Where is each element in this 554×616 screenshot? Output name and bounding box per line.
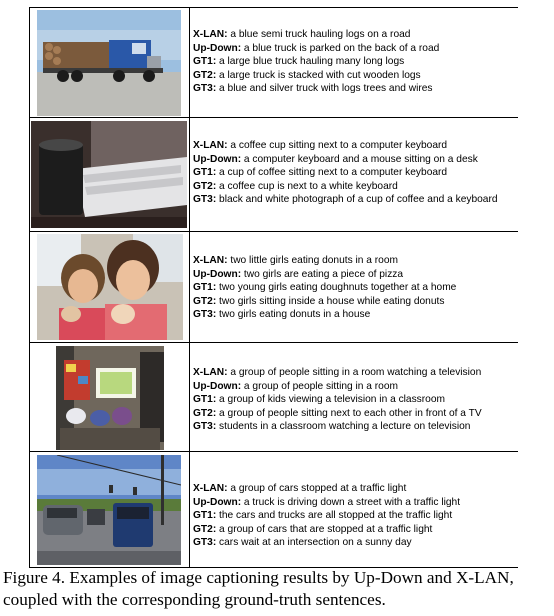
caption-line: X-LAN: a blue semi truck hauling logs on a road: [193, 29, 411, 40]
caption-line: Up-Down: a blue truck is parked on the back of a road: [193, 42, 440, 54]
coffee-cup-keyboard-photo: [31, 121, 187, 228]
example-row: [29, 232, 518, 342]
caption-line: X-LAN: a group of cars stopped at a traffic light: [193, 483, 407, 494]
caption-line: GT3: cars wait at an intersection on a sunny day: [193, 537, 412, 548]
caption-list: [193, 28, 515, 96]
caption-line: GT3: students in a classroom watching a lecture on television: [193, 421, 471, 432]
caption-line: GT3: black and white photograph of a cup of coffee and a keyboard: [193, 194, 498, 205]
caption-line: Up-Down: a group of people sitting in a room: [193, 380, 398, 392]
truck-hauling-logs-photo: [37, 10, 181, 116]
example-row: [29, 8, 518, 117]
caption-list: [193, 366, 515, 434]
caption-line: GT1: two young girls eating doughnuts together at a home: [193, 282, 457, 293]
caption-line: X-LAN: a group of people sitting in a room watching a television: [193, 367, 482, 378]
caption-line: GT1: a group of kids viewing a television in a classroom: [193, 394, 445, 405]
example-row: [29, 343, 518, 451]
cars-at-traffic-light-photo: [37, 455, 181, 565]
caption-line: GT2: a group of people sitting next to each other in front of a TV: [193, 407, 482, 419]
caption-list: [193, 254, 515, 322]
caption-line: X-LAN: two little girls eating donuts in a room: [193, 255, 398, 266]
caption-line: GT2: a coffee cup is next to a white keyboard: [193, 180, 398, 192]
caption-line: GT3: two girls eating donuts in a house: [193, 309, 371, 320]
girls-eating-donuts-photo: [37, 234, 183, 340]
example-row: [29, 118, 518, 231]
caption-line: GT1: a large blue truck hauling many long logs: [193, 56, 405, 67]
figure-table: [29, 7, 518, 568]
figure-caption: Figure 4. Examples of image captioning results by Up-Down and X-LAN, coupled with the corresponding ground-truth sentences.: [3, 568, 514, 609]
caption-line: GT2: a group of cars that are stopped at a traffic light: [193, 523, 433, 535]
caption-line: GT2: a large truck is stacked with cut wooden logs: [193, 69, 421, 81]
classroom-television-photo: [56, 346, 164, 450]
caption-list: [193, 482, 515, 550]
caption-line: GT1: the cars and trucks are all stopped at the traffic light: [193, 510, 453, 521]
caption-line: Up-Down: a computer keyboard and a mouse sitting on a desk: [193, 153, 478, 165]
example-row: [29, 452, 518, 567]
caption-line: Up-Down: a truck is driving down a street with a traffic light: [193, 496, 461, 508]
caption-line: GT2: two girls sitting inside a house while eating donuts: [193, 295, 445, 307]
caption-line: Up-Down: two girls are eating a piece of pizza: [193, 268, 404, 280]
caption-line: GT3: a blue and silver truck with logs trees and wires: [193, 83, 433, 94]
caption-line: GT1: a cup of coffee sitting next to a computer keyboard: [193, 167, 448, 178]
caption-list: [193, 139, 515, 207]
caption-line: X-LAN: a coffee cup sitting next to a computer keyboard: [193, 140, 448, 151]
